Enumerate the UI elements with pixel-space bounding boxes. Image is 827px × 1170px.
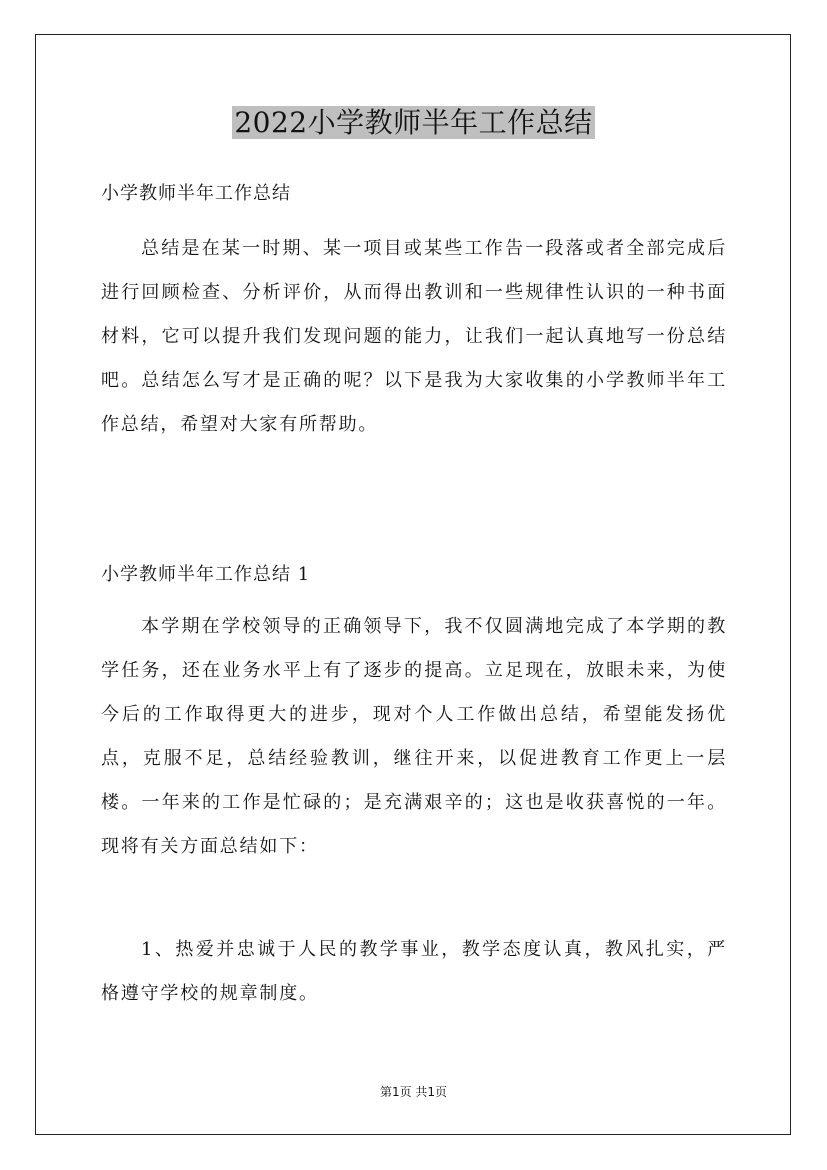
page-footer: 第1页 共1页 [379, 1085, 448, 1099]
document-title [0, 104, 827, 142]
intro-heading: 小学教师半年工作总结 [101, 183, 291, 204]
section1-paragraph-2: 1、热爱并忠诚于人民的教学事业，教学态度认真，教风扎实，严格遵守学校的规章制度。 [101, 939, 727, 1004]
section1-heading: 小学教师半年工作总结 1 [101, 564, 311, 585]
intro-paragraph: 总结是在某一时期、某一项目或某些工作告一段落或者全部完成后进行回顾检查、分析评价，从而得出教训和一些规律性认识的一种书面材料，它可以提升我们发现问题的能力，让我们一起认真地写一份总结吧。总结怎么写才是正确的呢？以下是我为大家收集的小学教师半年工作总结，希望对大家有所帮助。 [101, 238, 727, 435]
section1-paragraph-1: 本学期在学校领导的正确领导下，我不仅圆满地完成了本学期的教学任务，还在业务水平上有了逐步的提高。立足现在，放眼未来，为使今后的工作取得更大的进步，现对个人工作做出总结，希望能发扬优点，克服不足，总结经验教训，继往开来，以促进教育工作更上一层楼。一年来的工作是忙碌的；是充满艰辛的；这也是收获喜悦的一年。现将有关方面总结如下： [101, 616, 727, 857]
document-title-text: 2022小学教师半年工作总结 [234, 106, 593, 139]
